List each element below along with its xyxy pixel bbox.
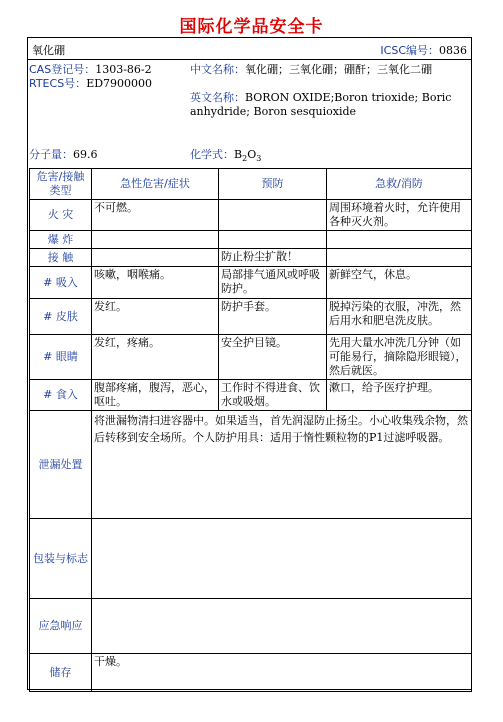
col-header-first-aid: 急救/消防 [327, 169, 472, 200]
chemical-name: 氧化硼 [32, 44, 65, 57]
cell-hazard: 不可燃。 [92, 200, 219, 231]
section-text-packaging [92, 519, 472, 599]
en-name-row [190, 91, 468, 119]
section-text-spill: 将泄漏物清扫进容器中。如果适当，首先润湿防止扬尘。小心收集残余物，然后转移到安全场所。个人防护用具：适用于惰性颗粒物的P1过滤呼吸器。 [92, 411, 472, 519]
col-header-prevention: 预防 [219, 169, 327, 200]
cn-name-value: 氧化硼；三氧化硼；硼酐；三氧化二硼 [245, 63, 432, 76]
en-name-value: BORON OXIDE;Boron trioxide; Boric anhydride; Boron sesquioxide [190, 91, 452, 118]
formula-value: $B_2O_3$ [234, 148, 262, 164]
cas-value: 1303-86-2 [95, 63, 152, 76]
section-row [30, 599, 472, 654]
table-row [30, 200, 472, 231]
table-row [30, 231, 472, 249]
cell-prevention: 工作时不得进食、饮水或吸烟。 [219, 380, 327, 411]
section-row [30, 654, 472, 692]
table-row [30, 299, 472, 335]
row-label: # 眼睛 [30, 335, 92, 380]
section-label-emergency: 应急响应 [30, 599, 92, 654]
col-header-type: 危害/接触类型 [30, 169, 92, 200]
section-label-packaging: 包装与标志 [30, 519, 92, 599]
cell-first-aid: 脱掉污染的衣服，冲洗，然后用水和肥皂洗皮肤。 [327, 299, 472, 335]
cas-row [29, 63, 189, 77]
cell-hazard [92, 231, 219, 249]
icsc-label: ICSC编号： [380, 44, 439, 57]
cn-name-row [190, 63, 468, 77]
cell-hazard: 发红，疼痛。 [92, 335, 219, 380]
row-label: 接 触 [30, 249, 92, 267]
cell-first-aid: 新鲜空气，休息。 [327, 267, 472, 299]
section-text-storage: 干燥。 [92, 654, 472, 692]
hazard-table [29, 168, 472, 692]
cell-prevention: 防护手套。 [219, 299, 327, 335]
section-label-storage: 储存 [30, 654, 92, 692]
cell-first-aid [327, 231, 472, 249]
row-label: # 食入 [30, 380, 92, 411]
cell-hazard: 咳嗽，咽喉痛。 [92, 267, 219, 299]
rtecs-row [29, 77, 189, 91]
page-title: 国际化学品安全卡 [179, 17, 324, 37]
row-label: 火 灾 [30, 200, 92, 231]
table-row [30, 249, 472, 267]
icsc-value: 0836 [439, 44, 467, 57]
row-label: # 吸入 [30, 267, 92, 299]
formula-label: 化学式： [190, 148, 234, 161]
table-row [30, 267, 472, 299]
cell-hazard: 腹部疼痛，腹泻，恶心，呕吐。 [92, 380, 219, 411]
cell-prevention: 防止粉尘扩散！ [219, 249, 327, 267]
section-row [30, 411, 472, 519]
cell-first-aid [327, 249, 472, 267]
cell-first-aid: 先用大量水冲洗几分钟（如可能易行，摘除隐形眼镜），然后就医。 [327, 335, 472, 380]
cell-prevention [219, 231, 327, 249]
rtecs-label: RTECS号： [29, 77, 87, 90]
rtecs-value: ED7900000 [86, 77, 153, 90]
row-label: 爆 炸 [30, 231, 92, 249]
en-name-label: 英文名称： [190, 91, 245, 104]
col-header-hazard: 急性危害/症状 [92, 169, 219, 200]
cell-first-aid: 周围环境着火时，允许使用各种灭火剂。 [327, 200, 472, 231]
cell-prevention: 安全护目镜。 [219, 335, 327, 380]
cell-prevention: 局部排气通风或呼吸防护。 [219, 267, 327, 299]
safety-card [27, 37, 472, 690]
cn-name-label: 中文名称： [190, 63, 245, 76]
icsc-number [380, 42, 467, 58]
cell-first-aid: 漱口，给予医疗护理。 [327, 380, 472, 411]
mw-value: 69.6 [73, 148, 98, 161]
mw-row [29, 148, 98, 162]
cell-hazard [92, 249, 219, 267]
table-row [30, 380, 472, 411]
section-label-spill: 泄漏处置 [30, 411, 92, 519]
table-header-row [30, 169, 472, 200]
formula-row [190, 148, 261, 166]
cas-label: CAS登记号： [29, 63, 96, 76]
row-label: # 皮肤 [30, 299, 92, 335]
cell-prevention [219, 200, 327, 231]
section-text-emergency [92, 599, 472, 654]
table-row [30, 335, 472, 380]
mw-label: 分子量： [29, 148, 73, 161]
cell-hazard: 发红。 [92, 299, 219, 335]
section-row [30, 519, 472, 599]
